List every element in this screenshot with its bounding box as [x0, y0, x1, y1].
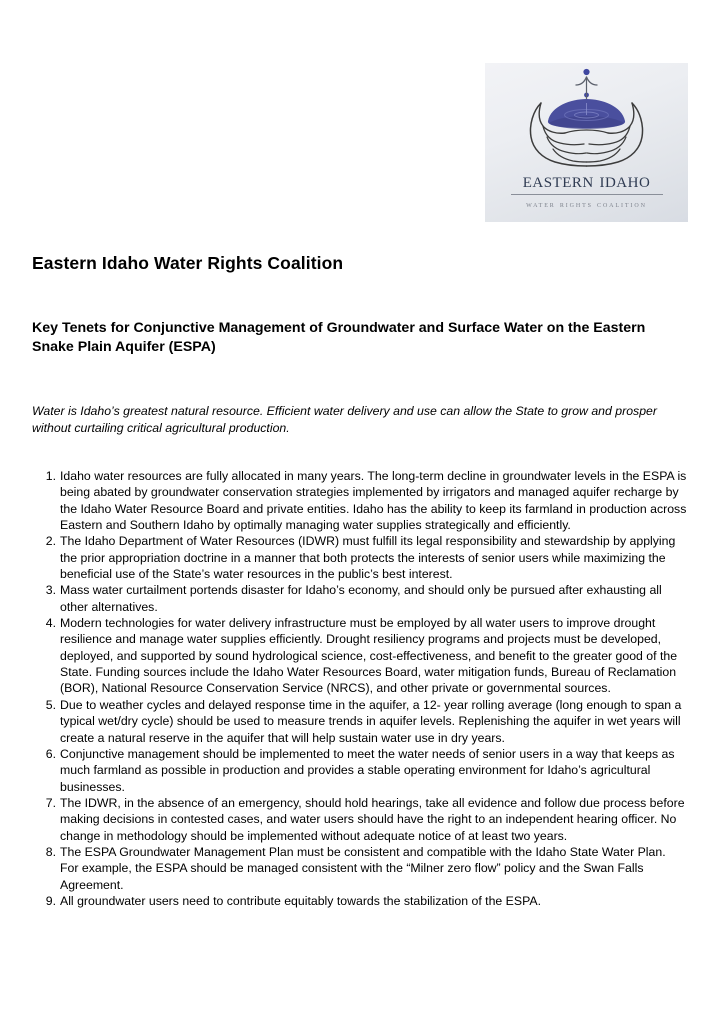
organization-title: Eastern Idaho Water Rights Coalition — [32, 252, 344, 273]
list-item-text: Conjunctive management should be implemented to meet the water needs of senior users in a way that keeps as much farmland as possible in production and provides a stable operating environment for Idaho’s agricultural businesses. — [60, 746, 675, 794]
list-item-number: 2. — [45, 534, 56, 549]
list-item-number: 3. — [45, 583, 56, 598]
list-item-number: 8. — [45, 844, 56, 859]
list-item-text: Mass water curtailment portends disaster for Idaho’s economy, and should only be pursued after exhausting all other alternatives. — [60, 583, 662, 614]
list-item-text: Modern technologies for water delivery infrastructure must be employed by all water users to improve drought resilience and manage water supplies efficiently. Drought resiliency programs and projects must be developed, deployed, and supported by sound hydrological science, cost-effectiveness, and benefit to the greater good of the State. Funding sources include the Idaho Water Resources Board, water mitigation funds, Bureau of Reclamation (BOR), National Resource Conservation Service (NRCS), and other private or governmental sources. — [60, 616, 678, 696]
list-item — [32, 893, 687, 909]
list-item — [32, 795, 687, 844]
list-item-text: Idaho water resources are fully allocated in many years. The long-term decline in groundwater levels in the ESPA is being abated by groundwater conservation strategies implemented by irrigators and managed aquifer recharge by the Idaho Water Resource Board and private entities. Idaho has the ability to keep its farmland in production across Eastern and Southern Idaho by optimally managing water supplies strategically and efficiently. — [60, 469, 687, 533]
logo-divider — [511, 194, 663, 195]
document-title: Key Tenets for Conjunctive Management of Groundwater and Surface Water on the Eastern Snake Plain Aquifer (ESPA) — [32, 319, 646, 355]
list-item-text: The ESPA Groundwater Management Plan must be consistent and compatible with the Idaho State Water Plan. For example, the ESPA should be managed consistent with the “Milner zero flow” policy and the Swan Falls Agreement. — [60, 844, 666, 892]
list-item-number: 7. — [45, 795, 56, 810]
list-item — [32, 533, 687, 582]
list-item — [32, 468, 687, 533]
list-item-text: The Idaho Department of Water Resources (IDWR) must fulfill its legal responsibility and stewardship by applying the prior appropriation doctrine in a manner that both protects the interests of senior users while maximizing the beneficial use of the State’s water resources in the public’s best interest. — [60, 534, 676, 582]
list-item — [32, 844, 687, 893]
logo-name-text: eastern idaho — [522, 168, 651, 192]
list-item — [32, 615, 687, 697]
organization-logo — [485, 63, 688, 222]
intro-paragraph: Water is Idaho’s greatest natural resource. Efficient water delivery and use can allow the State to grow and prosper without curtailing critical agricultural production. — [32, 404, 657, 436]
logo-subtitle-text: water rights coalition — [526, 199, 647, 210]
list-item — [32, 746, 687, 795]
list-item-number: 6. — [45, 746, 56, 761]
list-item-number: 4. — [45, 616, 56, 631]
list-item — [32, 582, 687, 615]
list-item-text: The IDWR, in the absence of an emergency, should hold hearings, take all evidence and follow due process before making decisions in contested cases, and water users should have the right to an independent hearing officer. No change in methodology should be implemented without adequate notice of at least two years. — [60, 795, 685, 843]
tenets-list — [32, 468, 687, 909]
logo-wordmark — [485, 169, 688, 209]
list-item-text: All groundwater users need to contribute equitably towards the stabilization of the ESPA. — [60, 893, 541, 908]
list-item-number: 9. — [45, 893, 56, 908]
hands-holding-water-drop-icon — [485, 63, 688, 171]
list-item-text: Due to weather cycles and delayed response time in the aquifer, a 12- year rolling average (long enough to span a typical wet/dry cycle) should be used to measure trends in aquifer levels. Replenishing the aquifer in wet years will create a natural reserve in the aquifer that will help sustain water use in dry years. — [60, 697, 682, 745]
list-item — [32, 697, 687, 746]
list-item-number: 1. — [45, 469, 56, 483]
list-item-number: 5. — [45, 697, 56, 712]
